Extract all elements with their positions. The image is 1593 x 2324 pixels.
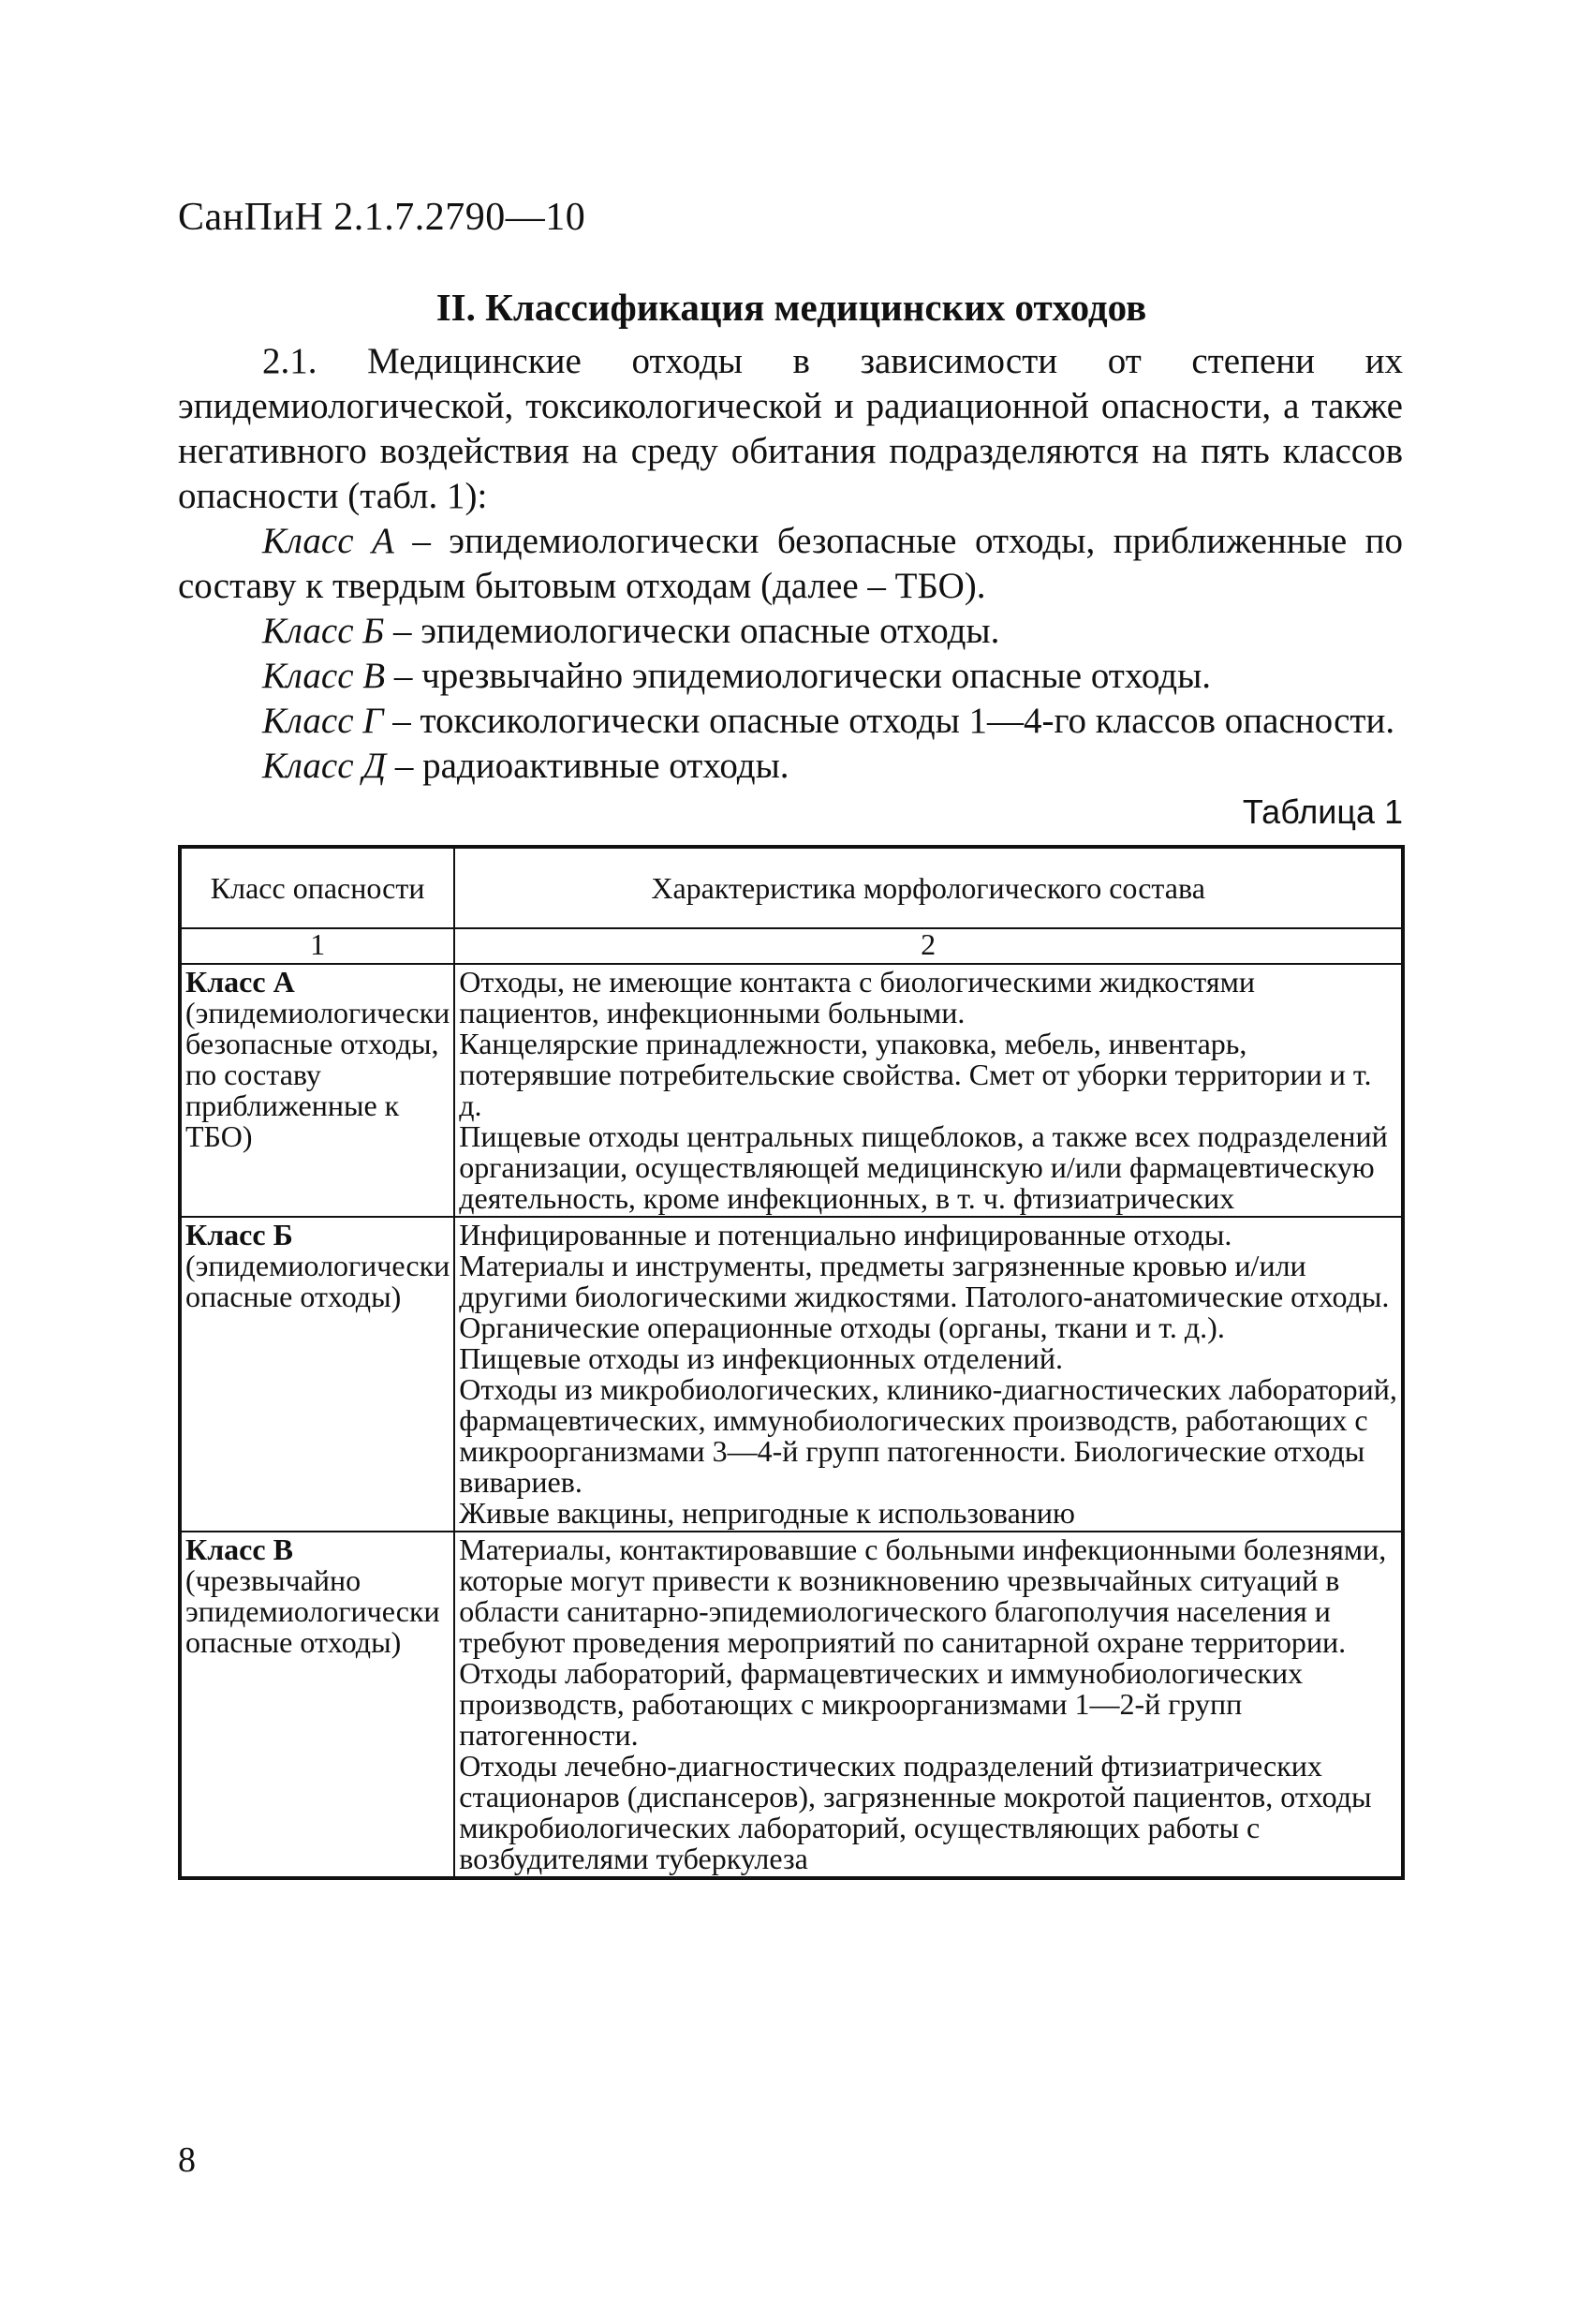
section-title: II. Классификация медицинских отходов [435,286,1147,329]
class-cell [180,1532,454,1878]
document-code: СанПиН 2.1.7.2790—10 [178,196,586,239]
class-text: – токсикологически опасные отходы 1—4-го классов опасности. [383,701,1395,741]
row-class-name: Класс В [185,1532,293,1566]
page-number: 8 [178,2140,196,2180]
class-cell [180,964,454,1217]
composition-cell [454,964,1403,1217]
composition-line: Отходы лабораторий, фармацевтических и иммунобиологических производств, работающих с микроорганизмами 1—2-й групп патогенности. [459,1656,1304,1752]
composition-cell [454,1217,1403,1532]
class-paragraph-d [178,744,1403,789]
composition-cell [454,1532,1403,1878]
class-text: – чрезвычайно эпидемиологически опасные отходы. [385,656,1212,696]
class-name: Класс В [262,656,386,696]
composition-line: Пищевые отходы центральных пищеблоков, а также всех подразделений организации, осуществляющей медицинскую и/или фармацевтическую деятельность, кроме инфекционных, в т. ч. фтизиатрических [459,1119,1388,1215]
composition-line: Живые вакцины, непригодные к использованию [459,1496,1075,1530]
class-text: – радиоактивные отходы. [386,746,789,786]
composition-line: Отходы, не имеющие контакта с биологическими жидкостями пациентов, инфекционными больными. [459,965,1255,1029]
class-cell [180,1217,454,1532]
composition-line: Пищевые отходы из инфекционных отделений. [459,1341,1064,1375]
row-class-desc: (эпидемиологически опасные отходы) [185,1249,450,1313]
class-name: Класс Д [262,746,387,786]
row-class-desc: (чрезвычайно эпидемиологически опасные отходы) [185,1563,440,1659]
composition-line: Материалы, контактировавшие с больными инфекционными болезнями, которые могут привести к возникновению чрезвычайных ситуаций в области санитарно-эпидемиологического благополучия населения и требуют проведения мероприятий по санитарной охране территории. [459,1532,1387,1659]
header-composition: Характеристика морфологического состава [454,847,1403,928]
class-name: Класс А [262,521,394,561]
intro-paragraph: 2.1. Медицинские отходы в зависимости от степени их эпидемиологической, токсикологической и радиационной опасности, а также негативного воздействия на среду обитания подразделяются на пять классов опасности (табл. 1): [178,341,1403,516]
section-body [178,339,1403,789]
row-class-desc: (эпидемиологически безопасные отходы, по составу приближенные к ТБО) [185,996,450,1153]
class-text: – эпидемиологически опасные отходы. [384,611,1000,651]
class-paragraph-v [178,654,1403,699]
composition-line: Инфицированные и потенциально инфицированные отходы. [459,1218,1232,1251]
table-row [180,1532,1403,1878]
column-number: 1 [180,928,454,964]
composition-line: Отходы из микробиологических, клинико-диагностических лабораторий, фармацевтических, иммунобиологических производств, работающих с микроорганизмами 3—4-й групп патогенности. Биологические отходы вивариев. [459,1372,1397,1499]
class-paragraph-g [178,699,1403,744]
table-row [180,1217,1403,1532]
waste-classification-table [178,845,1405,1880]
row-class-name: Класс Б [185,1218,293,1251]
composition-line: Отходы лечебно-диагностических подразделений фтизиатрических стационаров (диспансеров), загрязненные мокротой пациентов, отходы микробиологических лабораторий, осуществляющих работы с возбудителями туберкулеза [459,1749,1372,1875]
header-class: Класс опасности [180,847,454,928]
row-class-name: Класс А [185,965,295,999]
class-name: Класс Б [262,611,385,651]
class-text: – эпидемиологически безопасные отходы, приближенные по составу к твердым бытовым отходам (далее – ТБО). [178,521,1403,606]
table-header-row [180,847,1403,928]
table-row [180,964,1403,1217]
table-label: Таблица 1 [1242,792,1403,831]
class-paragraph-a [178,519,1403,609]
column-number-row [180,928,1403,964]
composition-line: Материалы и инструменты, предметы загрязненные кровью и/или другими биологическими жидкостями. Патолого-анатомические отходы. Органические операционные отходы (органы, ткани и т. д.). [459,1249,1390,1344]
composition-line: Канцелярские принадлежности, упаковка, мебель, инвентарь, потерявшие потребительские свойства. Смет от уборки территории и т. д. [459,1027,1372,1122]
class-name: Класс Г [262,701,384,741]
column-number: 2 [454,928,1403,964]
class-paragraph-b [178,609,1403,654]
